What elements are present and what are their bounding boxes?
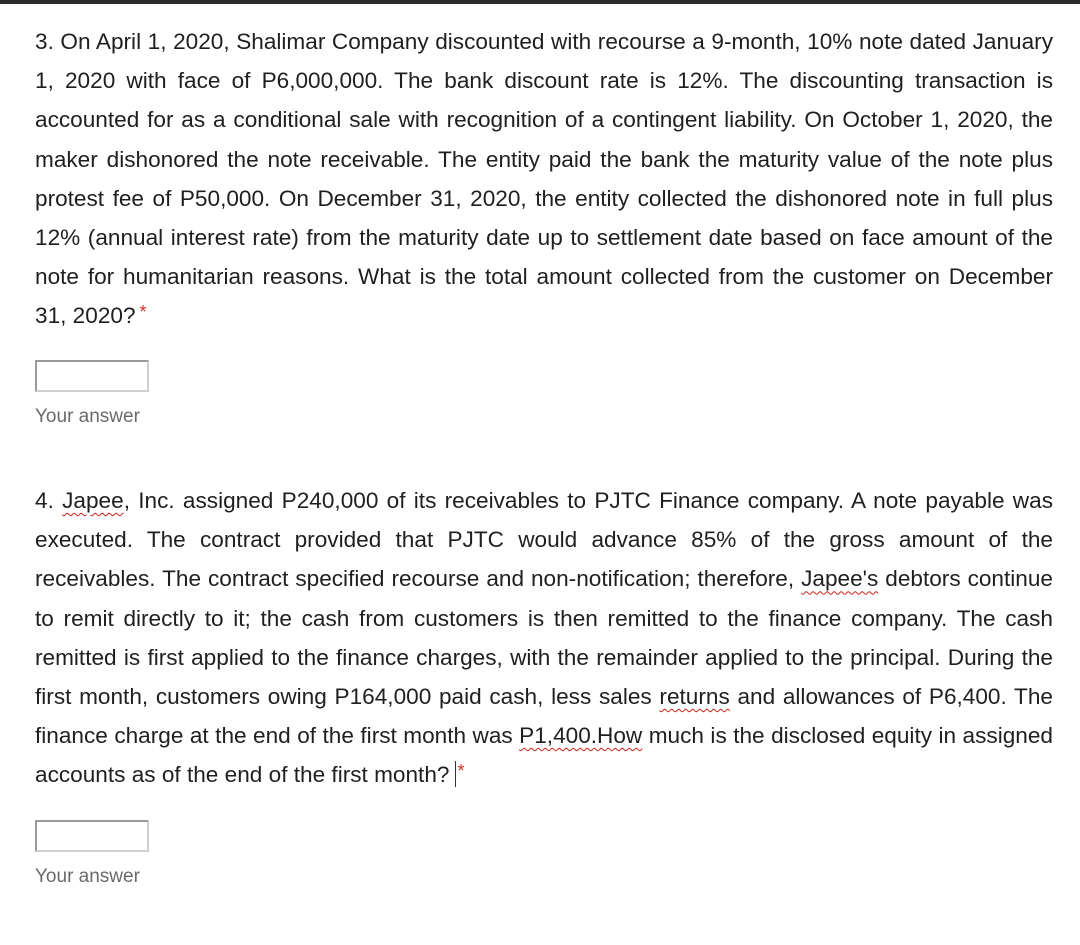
question-4-number: 4. — [35, 488, 63, 513]
question-4-body-a: , Inc. assigned P240,000 of its receivables to PJTC Finance company. A note payable was executed. The contract provided that PJTC would advance 85% of the gross amount of the receivables. The contract specified recourse and non-notification; therefore, — [35, 488, 1053, 592]
required-asterisk: * — [139, 302, 147, 323]
question-4-answer-hint: Your answer — [35, 865, 140, 887]
spellcheck-word-amount: P1,400.How — [519, 723, 643, 749]
question-4-body-b: debtors continue to remit directly to it; the cash from customers is then remitted to the finance company. The cash remitted is first applied to the finance charges, with the remainder applied to the principal. During the first month, customers owing P164,000 paid cash, less sales — [35, 566, 1053, 710]
question-4-body-c: and allowances of P6,400. The finance charge at the end of the first month was — [35, 684, 1053, 749]
required-asterisk: * — [457, 761, 465, 782]
spellcheck-word-company-possessive: Japee's — [801, 566, 879, 592]
question-3-answer-hint: Your answer — [35, 405, 140, 427]
spellcheck-word-returns: returns — [659, 684, 730, 710]
question-4-text — [35, 481, 1053, 797]
question-3-body: 3. On April 1, 2020, Shalimar Company discounted with recourse a 9-month, 10% note dated January 1, 2020 with face of P6,000,000. The bank discount rate is 12%. The discounting transaction is accounted for as a conditional sale with recognition of a contingent liability. On October 1, 2020, the maker dishonored the note receivable. The entity paid the bank the maturity value of the note plus protest fee of P50,000. On December 31, 2020, the entity collected the dishonored note in full plus 12% (annual interest rate) from the maturity date up to settlement date based on face amount of the note for humanitarian reasons. What is the total amount collected from the customer on December 31, 2020? — [35, 29, 1053, 329]
question-4-body-d: much is the disclosed equity in assigned accounts as of the end of the first month? — [35, 723, 1053, 788]
question-3-answer-input[interactable] — [35, 360, 149, 392]
question-4 — [35, 481, 1053, 888]
top-border — [0, 0, 1080, 4]
question-4-answer-input[interactable] — [35, 820, 149, 852]
question-3 — [35, 22, 1053, 428]
question-3-text — [35, 22, 1053, 338]
spellcheck-word-company: Japee — [62, 488, 124, 513]
